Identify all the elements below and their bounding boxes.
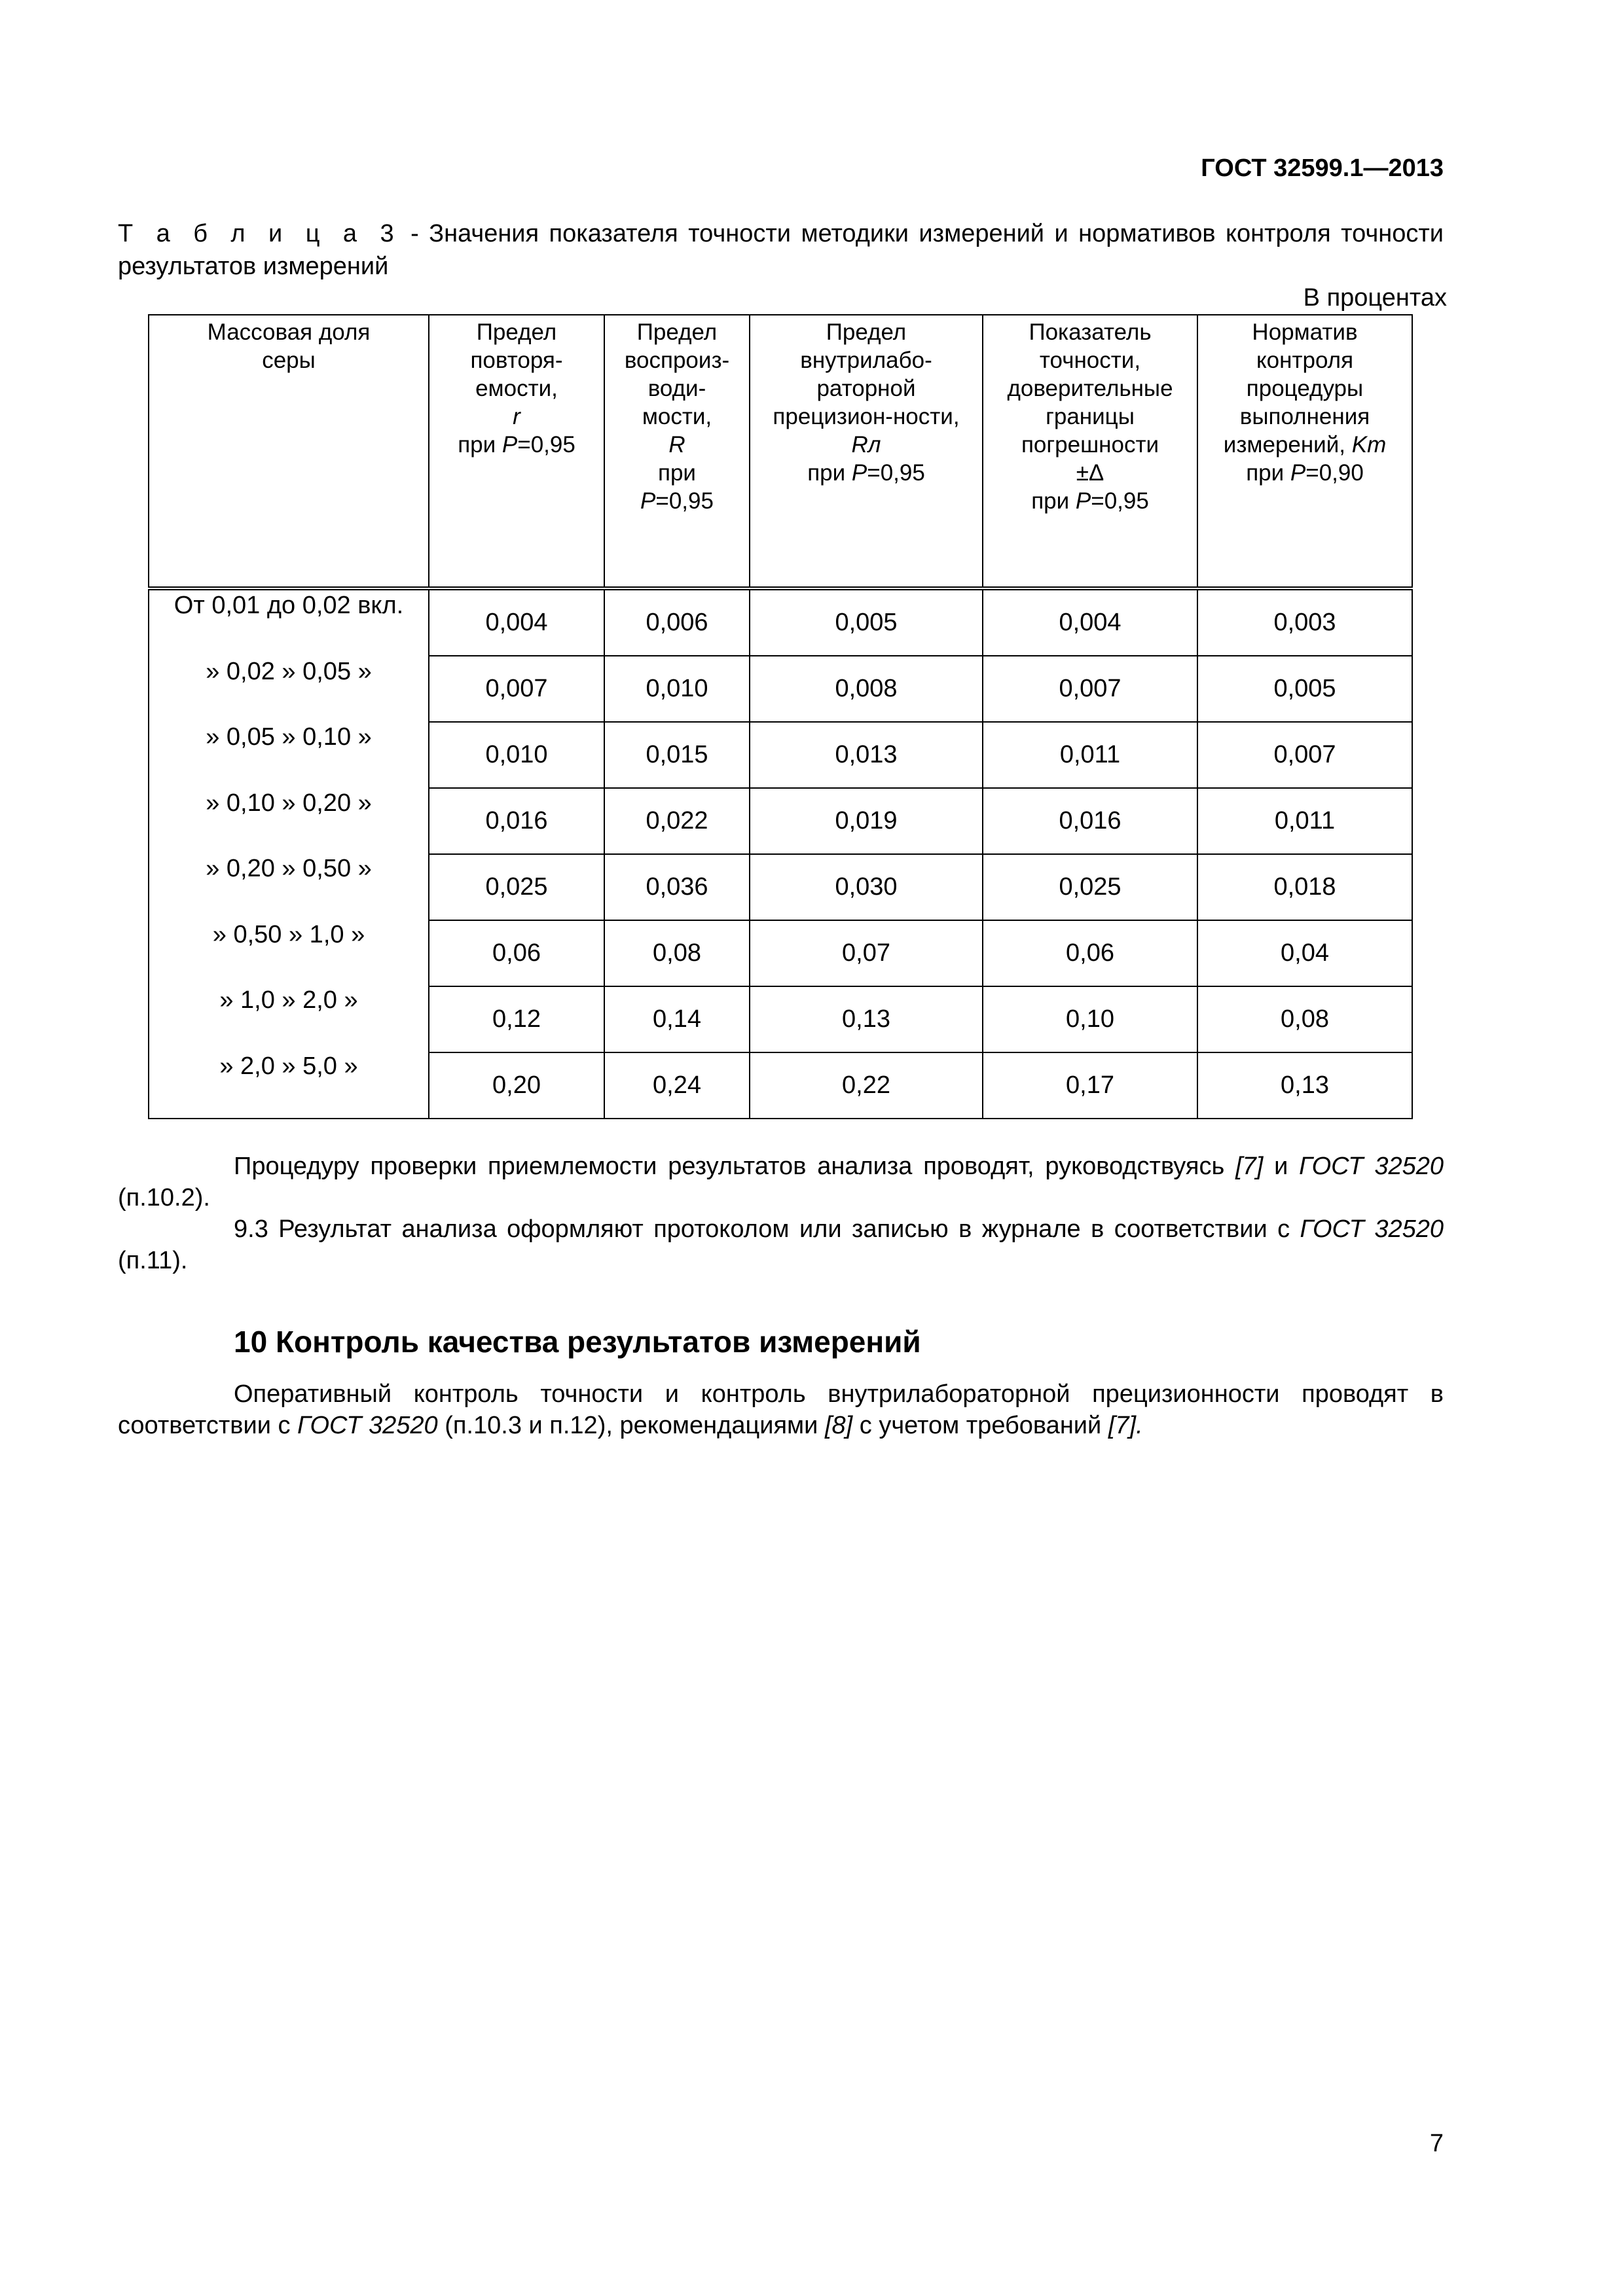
table-cell: 0,12 bbox=[429, 986, 604, 1052]
table-cell: 0,036 bbox=[604, 854, 750, 920]
table-row bbox=[149, 588, 1412, 656]
table-cell: 0,008 bbox=[750, 656, 983, 722]
page-number: 7 bbox=[1429, 2130, 1444, 2157]
reference-link: [7] bbox=[1235, 1153, 1264, 1180]
table-cell: 0,030 bbox=[750, 854, 983, 920]
table-caption-text: - Значения показателя точности методики измерений и нормативов контроля точности результатов измерений bbox=[118, 220, 1444, 280]
reference-link: [7]. bbox=[1108, 1412, 1143, 1439]
paragraph-quality-control: Оперативный контроль точности и контроль внутрилабораторной прецизионности проводят в соответствии с ГОСТ 32520 (п.10.3 и п.12), рекомендациями [8] с учетом требований [7]. bbox=[118, 1380, 1444, 1439]
range-label: » 2,0 » 5,0 » bbox=[219, 1052, 358, 1080]
range-label: » 0,50 » 1,0 » bbox=[212, 920, 365, 948]
table-cell: 0,13 bbox=[750, 986, 983, 1052]
table-cell: 0,010 bbox=[604, 656, 750, 722]
table-cell: 0,08 bbox=[1197, 986, 1412, 1052]
table-cell: 0,022 bbox=[604, 788, 750, 854]
section-title: 10 Контроль качества результатов измерений bbox=[234, 1325, 921, 1359]
header-repeatability: Предел повторя- емости, r при P=0,95 bbox=[429, 315, 604, 588]
table-cell: 0,06 bbox=[429, 920, 604, 986]
table-cell: 0,010 bbox=[429, 722, 604, 788]
table-cell: 0,24 bbox=[604, 1052, 750, 1119]
table-cell: 0,025 bbox=[983, 854, 1197, 920]
table-units: В процентах bbox=[1303, 284, 1447, 312]
table-cell: 0,14 bbox=[604, 986, 750, 1052]
table-cell: 0,007 bbox=[983, 656, 1197, 722]
table-cell: 0,005 bbox=[750, 588, 983, 656]
header-control-standard: Норматив контроля процедуры выполнения измерений, Km при P=0,90 bbox=[1197, 315, 1412, 588]
table-cell: 0,016 bbox=[983, 788, 1197, 854]
header-accuracy-index: Показатель точности, доверительные границы погрешности ±Δ при P=0,95 bbox=[983, 315, 1197, 588]
table-cell: 0,08 bbox=[604, 920, 750, 986]
standard-reference: ГОСТ 32520 bbox=[297, 1412, 438, 1439]
table-cell: 0,003 bbox=[1197, 588, 1412, 656]
table-cell: 0,07 bbox=[750, 920, 983, 986]
table-cell: 0,013 bbox=[750, 722, 983, 788]
document-code: ГОСТ 32599.1—2013 bbox=[1201, 154, 1444, 182]
table-cell: 0,015 bbox=[604, 722, 750, 788]
table-cell: 0,22 bbox=[750, 1052, 983, 1119]
header-intralab-precision: Предел внутрилабо- раторной прецизион-ности, Rл при P=0,95 bbox=[750, 315, 983, 588]
header-reproducibility: Предел воспроиз- води- мости, R при P=0,95 bbox=[604, 315, 750, 588]
table-cell: 0,007 bbox=[1197, 722, 1412, 788]
table-cell: 0,016 bbox=[429, 788, 604, 854]
range-label: » 1,0 » 2,0 » bbox=[219, 986, 358, 1014]
range-label: » 0,05 » 0,10 » bbox=[206, 723, 372, 751]
accuracy-table bbox=[148, 314, 1413, 1119]
table-cell: 0,04 bbox=[1197, 920, 1412, 986]
table-cell: 0,018 bbox=[1197, 854, 1412, 920]
table-cell: 0,20 bbox=[429, 1052, 604, 1119]
table-caption bbox=[118, 217, 1444, 283]
table-cell: 0,006 bbox=[604, 588, 750, 656]
paragraph-acceptability: Процедуру проверки приемлемости результатов анализа проводят, руководствуясь [7] и ГОСТ 32520 (п.10.2). 9.3 Результат анализа оформляют протоколом или записью в журнале в соответствии с ГОСТ 32520 (п.11). bbox=[118, 1151, 1444, 1276]
range-label: » 0,02 » 0,05 » bbox=[206, 657, 372, 685]
table-header-row bbox=[149, 315, 1412, 588]
standard-reference: ГОСТ 32520 bbox=[1299, 1153, 1444, 1180]
standard-reference: ГОСТ 32520 bbox=[1300, 1215, 1444, 1243]
range-label: » 0,20 » 0,50 » bbox=[206, 855, 372, 882]
range-label: » 0,10 » 0,20 » bbox=[206, 789, 372, 817]
range-label: От 0,01 до 0,02 вкл. bbox=[173, 592, 404, 619]
reference-link: [8] bbox=[824, 1412, 853, 1439]
table-cell: 0,011 bbox=[983, 722, 1197, 788]
table-cell: 0,005 bbox=[1197, 656, 1412, 722]
table-cell: 0,025 bbox=[429, 854, 604, 920]
table-cell: 0,06 bbox=[983, 920, 1197, 986]
table-cell: 0,011 bbox=[1197, 788, 1412, 854]
header-mass-fraction: Массовая доля серы bbox=[149, 315, 429, 588]
table-cell: 0,007 bbox=[429, 656, 604, 722]
table-cell: 0,13 bbox=[1197, 1052, 1412, 1119]
paragraph-9-3: 9.3 Результат анализа оформляют протоколом или записью в журнале в соответствии с ГОСТ 32520 (п.11). bbox=[118, 1215, 1444, 1274]
table-cell: 0,004 bbox=[983, 588, 1197, 656]
range-column bbox=[149, 588, 429, 1119]
table-cell: 0,004 bbox=[429, 588, 604, 656]
table-cell: 0,17 bbox=[983, 1052, 1197, 1119]
table-cell: 0,10 bbox=[983, 986, 1197, 1052]
table-label: Т а б л и ц а 3 bbox=[118, 220, 401, 247]
table-cell: 0,019 bbox=[750, 788, 983, 854]
